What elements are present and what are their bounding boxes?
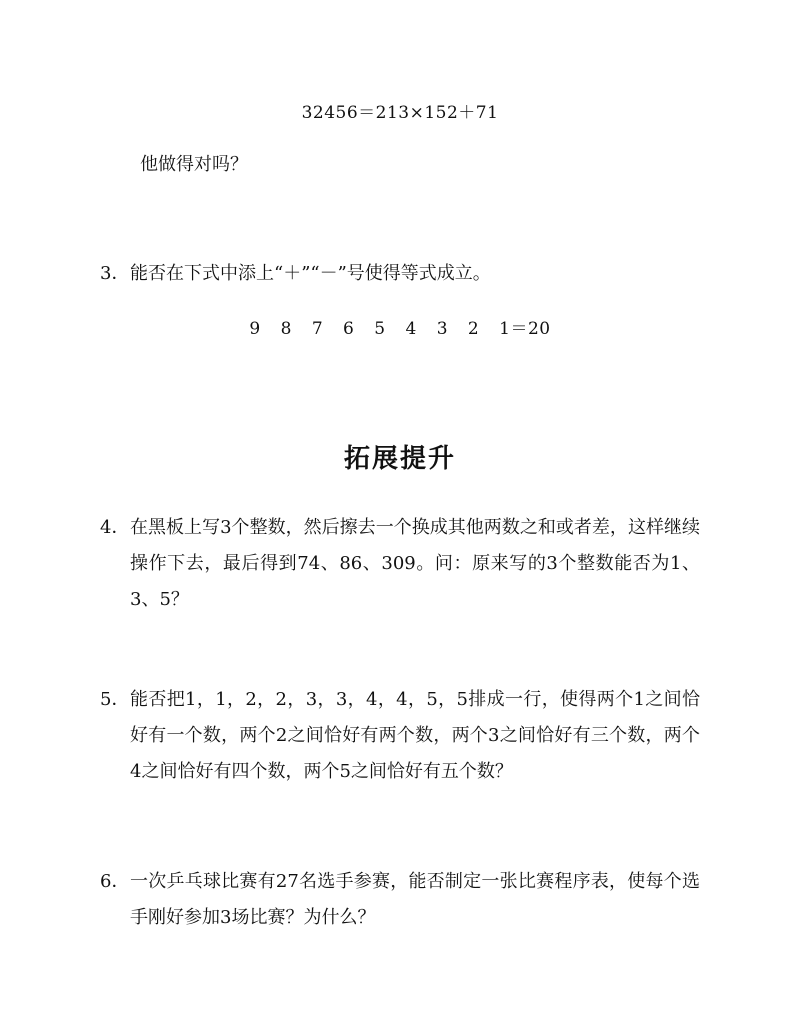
sign-insertion-equation: 9 8 7 6 5 4 3 2 1＝20	[249, 319, 551, 339]
problem-number: 3．	[100, 263, 130, 284]
problem-number: 5．	[100, 689, 130, 710]
problem-text: 能否把1，1，2，2，3，3，4，4，5，5排成一行，使得两个1之间恰好有一个数，两个2之间恰好有两个数，两个3之间恰好有三个数，两个4之间恰好有四个数，两个5之间恰好有五个数？	[130, 689, 700, 782]
section-title: 拓展提升	[343, 444, 456, 474]
problem-text: 在黑板上写3个整数，然后擦去一个换成其他两数之和或者差，这样继续操作下去，最后得到74、86、309。问：原来写的3个整数能否为1、3、5？	[130, 517, 700, 610]
problem-5	[100, 682, 700, 790]
problem-text: 能否在下式中添上“＋”“－”号使得等式成立。	[130, 263, 491, 284]
division-check-equation: 32456＝213×152＋71	[301, 103, 499, 123]
problem-number: 6．	[100, 871, 130, 892]
problem-number: 4．	[100, 517, 130, 538]
problem-4	[100, 510, 700, 618]
problem-text: 一次乒乓球比赛有27名选手参赛，能否制定一张比赛程序表，使每个选手刚好参加3场比赛？为什么？	[130, 871, 700, 928]
follow-up-question: 他做得对吗？	[140, 154, 248, 175]
problem-6	[100, 864, 700, 936]
problem-3	[100, 256, 700, 292]
